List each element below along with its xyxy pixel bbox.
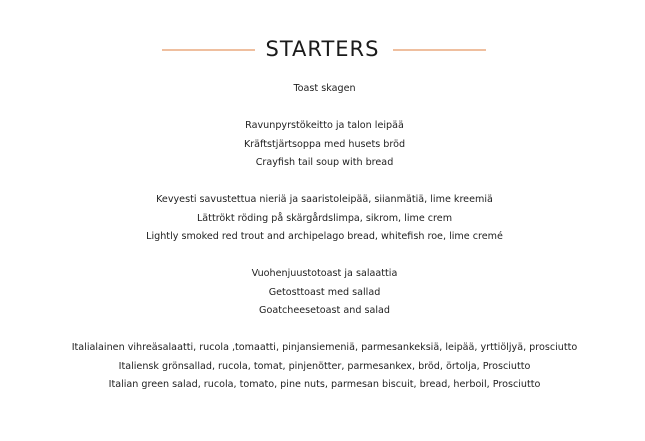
section-header: [0, 34, 645, 64]
menu-item-italian-salad: [0, 339, 645, 395]
menu-item-name: Toast skagen: [293, 83, 356, 94]
decorative-rule-right: [393, 49, 486, 51]
menu-item-name-sv: Kräftstjärtsoppa med husets bröd: [243, 138, 406, 150]
menu-item-name-fi: Ravunpyrstökeitto ja talon leipää: [245, 120, 404, 131]
menu-item-name-sv: Getosttoast med sallad: [268, 286, 381, 298]
menu-item-name-en: Italian green salad, rucola, tomato, pine nuts, parmesan biscuit, bread, herboil, Prosciutto: [108, 379, 541, 390]
menu-item-crayfish-soup: [0, 117, 645, 173]
menu-item-smoked-trout: [0, 191, 645, 247]
menu-item-name-en: Lightly smoked red trout and archipelago bread, whitefish roe, lime cremé: [146, 231, 503, 242]
menu-item-name-sv: Italiensk grönsallad, rucola, tomat, pinjenötter, parmesankex, bröd, örtolja, Prosciutto: [118, 360, 531, 372]
menu-item-name-fi: Kevyesti savustettua nieriä ja saaristoleipää, siianmätiä, lime kreemiä: [156, 194, 493, 205]
menu-item-name-en: Goatcheesetoast and salad: [259, 305, 390, 316]
menu-item-goat-cheese-toast: [0, 265, 645, 321]
menu-item-toast-skagen: [0, 80, 645, 99]
menu-item-name-en: Crayfish tail soup with bread: [255, 157, 394, 168]
menu-item-name-fi: Vuohenjuustotoast ja salaattia: [251, 268, 398, 279]
menu-item-name-sv: Lättrökt röding på skärgårdslimpa, sikrom, lime crem: [196, 212, 453, 224]
menu-list: [0, 80, 645, 413]
section-title: STARTERS: [265, 37, 380, 61]
menu-item-name-fi: Italialainen vihreäsalaatti, rucola ,tomaatti, pinjansiemeniä, parmesankeksiä, leipää, yrttiöljyä, prosciutto: [71, 342, 578, 353]
